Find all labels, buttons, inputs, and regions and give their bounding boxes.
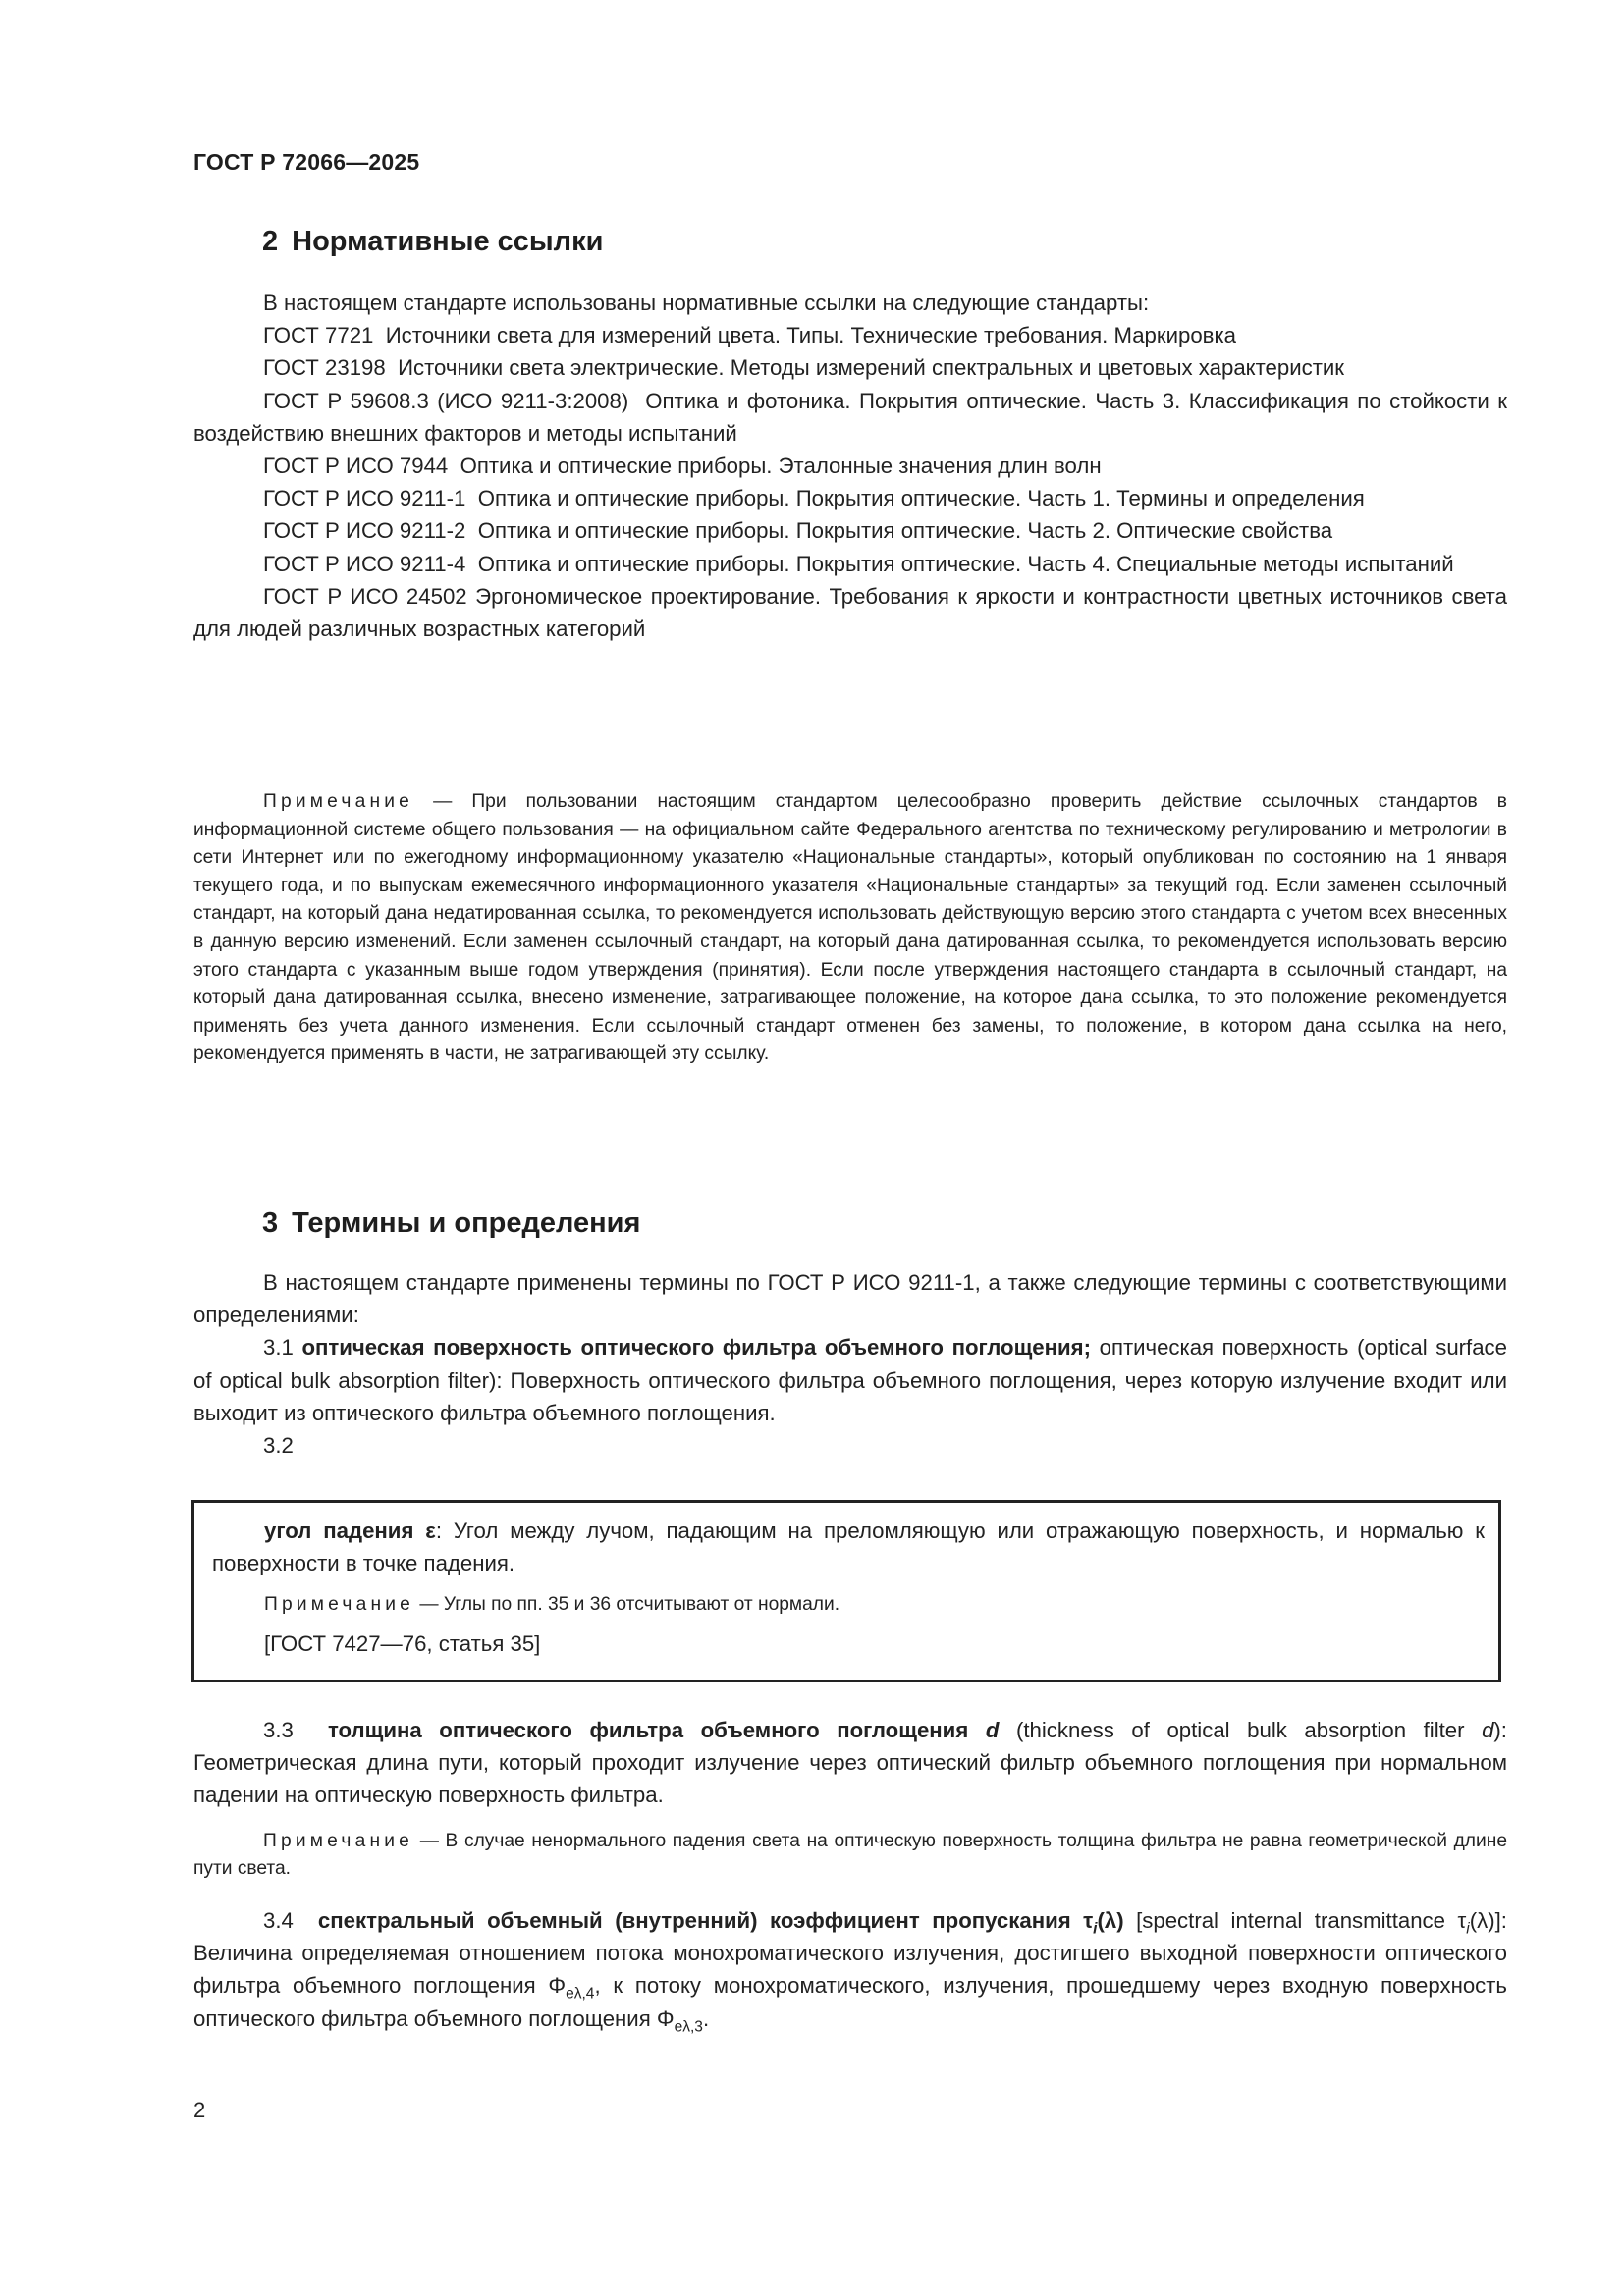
flux-output-symbol: [548, 1973, 595, 2002]
reference-code: ГОСТ Р ИСО 9211-4: [263, 551, 466, 576]
reference-title: Оптика и оптические приборы. Покрытия оптические. Часть 1. Термины и определения: [477, 486, 1365, 511]
term-3-2-note: [212, 1591, 1485, 1620]
note-label: Примечание: [263, 1830, 414, 1851]
term-symbol: ε: [425, 1519, 436, 1543]
reference-title: Оптика и фотоника. Покрытия оптические. Часть 3. Классификация по стойкости к воздействию внешних факторов и методы испытаний: [193, 388, 1507, 446]
reference-item: [193, 548, 1507, 580]
term-english: (optical surface of optical bulk absorption filter):: [193, 1335, 1507, 1393]
note-label: Примечание: [264, 1594, 415, 1616]
reference-item: [193, 514, 1507, 547]
term-name: угол падения: [264, 1519, 414, 1543]
symbol-subscript: i: [1093, 1920, 1098, 1938]
term-3-2-number: 3.2: [263, 1433, 294, 1459]
term-number: 3.4: [263, 1908, 294, 1933]
section-2-intro: В настоящем стандарте использованы нормативные ссылки на следующие стандарты:: [263, 291, 1150, 315]
term-english-end: ]:: [1494, 1908, 1507, 1933]
section-2-note: [193, 788, 1507, 1069]
note-label: Примечание: [263, 791, 414, 812]
term-definition-end: .: [702, 2005, 710, 2031]
page-number: 2: [193, 2098, 206, 2122]
reference-title: Источники света электрические. Методы измерений спектральных и цветовых характеристик: [398, 355, 1344, 381]
term-name: спектральный объемный (внутренний) коэффициент пропускания: [317, 1908, 1071, 1933]
document-id-header: ГОСТ Р 72066—2025: [193, 149, 420, 175]
reference-code: ГОСТ Р 59608.3 (ИСО 9211-3:2008): [263, 388, 629, 413]
symbol-subscript: i: [1466, 1920, 1470, 1938]
note-text: — В случае ненормального падения света на оптическую поверхность толщина фильтра не равна геометрической длине пути света.: [193, 1830, 1507, 1880]
term-3-2-definition: [212, 1515, 1485, 1579]
reference-title: Источники света для измерений цвета. Типы. Технические требования. Маркировка: [385, 323, 1236, 348]
term-3-1: [193, 1331, 1507, 1429]
reference-code: ГОСТ Р ИСО 9211-2: [263, 518, 466, 544]
section-3-heading: [262, 1207, 640, 1240]
section-number: 2: [262, 226, 279, 257]
term-3-3: [193, 1714, 1507, 1884]
reference-item: [193, 450, 1507, 482]
reference-code: ГОСТ 23198: [263, 355, 386, 381]
reference-code: ГОСТ 7721: [263, 323, 374, 348]
reference-title: Оптика и оптические приборы. Эталонные значения длин волн: [460, 454, 1102, 479]
reference-item: [193, 580, 1507, 645]
note-text: — Углы по пп. 35 и 36 отсчитывают от нормали.: [419, 1594, 840, 1616]
term-name: толщина оптического фильтра объемного поглощения: [327, 1718, 969, 1742]
term-3-3-note: [193, 1828, 1507, 1884]
term-definition: : Угол между лучом, падающим на преломляющую или отражающую поверхность, и нормалью к поверхности в точке падения.: [212, 1519, 1486, 1576]
term-definition: Геометрическая длина пути, который проходит излучение через оптический фильтр объемного поглощения при нормальном падении на оптическую поверхность фильтра.: [193, 1750, 1507, 1808]
term-number: 3.3: [263, 1718, 294, 1742]
symbol-phi: Φ: [656, 2005, 675, 2031]
section-number: 3: [262, 1207, 279, 1239]
section-title: Термины и определения: [292, 1207, 641, 1239]
term-english: [spectral internal transmittance: [1123, 1908, 1458, 1933]
term-english-symbol: d: [1482, 1718, 1494, 1742]
reference-item: [193, 319, 1507, 351]
term-symbol: d: [985, 1718, 1000, 1742]
section-2-heading: [262, 226, 603, 258]
reference-item: [193, 482, 1507, 514]
reference-code: ГОСТ Р ИСО 9211-1: [263, 486, 466, 511]
symbol-tau: τ: [1457, 1908, 1467, 1933]
reference-title: Оптика и оптические приборы. Покрытия оптические. Часть 2. Оптические свойства: [477, 518, 1333, 544]
reference-code: ГОСТ Р ИСО 24502: [263, 583, 467, 609]
term-number: 3.1: [263, 1335, 294, 1361]
term-name: оптическая поверхность оптического фильтра объемного поглощения;: [301, 1335, 1092, 1361]
symbol-subscript: eλ,4: [566, 1985, 595, 2002]
symbol-phi: Φ: [548, 1973, 567, 1999]
term-definition: , к потоку монохроматического, излучения, прошедшему через входную поверхность оптического фильтра объемного поглощения: [193, 1973, 1507, 2031]
term-symbol: [1083, 1908, 1124, 1938]
term-english-end: ):: [1493, 1718, 1507, 1742]
section-title: Нормативные ссылки: [292, 226, 604, 257]
term-definition: Поверхность оптического фильтра объемного поглощения, через которую излучение входит или выходит из оптического фильтра объемного поглощения.: [193, 1367, 1507, 1425]
section-3-intro: В настоящем стандарте применены термины по ГОСТ Р ИСО 9211-1, а также следующие термины с соответствующими определениями:: [193, 1270, 1507, 1328]
reference-item: [193, 385, 1507, 450]
term-english: (thickness of optical bulk absorption filter: [999, 1718, 1483, 1742]
reference-title: Эргономическое проектирование. Требования к яркости и контрастности цветных источников света для людей различных возрастных категорий: [193, 583, 1507, 642]
reference-code: ГОСТ Р ИСО 7944: [263, 454, 449, 479]
reference-item: [193, 351, 1507, 384]
section-3-body: [193, 1266, 1507, 1462]
symbol-subscript: eλ,3: [674, 2018, 703, 2036]
reference-title: Оптика и оптические приборы. Покрытия оптические. Часть 4. Специальные методы испытаний: [477, 551, 1454, 576]
note-text: — При пользовании настоящим стандартом целесообразно проверить действие ссылочных стандартов в информационной системе общего пользования — на официальном сайте Федерального агентства по техническому регулированию и метрологии в сети Интернет или по ежегодному информационному указателю «Национальные стандарты», который опубликован по состоянию на 1 января текущего года, и по выпускам ежемесячного информационного указателя «Национальные стандарты» за текущий год. Если заменен ссылочный стандарт, на который дана недатированная ссылка, то рекомендуется использовать действующую версию этого стандарта с учетом всех внесенных в данную версию изменений. Если заменен ссылочный стандарт, на который дана датированная ссылка, то рекомендуется использовать версию этого стандарта с указанным выше годом утверждения (принятия). Если после утверждения настоящего стандарта в ссылочный стандарт, на который дана датированная ссылка, внесено изменение, затрагивающее положение, на которое дана ссылка, то это положение рекомендуется применять без учета данного изменения. Если ссылочный стандарт отменен без замены, то положение, в котором дана ссылка на него, рекомендуется применять в части, не затрагивающей эту ссылку.: [193, 791, 1507, 1065]
term-definition: Величина определяемая отношением потока монохроматического излучения, достигшего выходной поверхности оптического фильтра объемного поглощения: [193, 1941, 1507, 1999]
term-english-symbol: [1457, 1908, 1495, 1938]
term-3-2-box: [191, 1500, 1501, 1682]
term-3-4: [193, 1904, 1507, 2035]
term-synonym: оптическая поверхность: [1091, 1335, 1349, 1361]
symbol-argument: (λ): [1097, 1908, 1124, 1933]
section-2-body: [193, 287, 1507, 645]
symbol-argument: (λ): [1469, 1908, 1495, 1933]
term-source: [ГОСТ 7427—76, статья 35]: [264, 1631, 541, 1656]
flux-input-symbol: [656, 2005, 703, 2036]
symbol-tau: τ: [1083, 1908, 1094, 1933]
